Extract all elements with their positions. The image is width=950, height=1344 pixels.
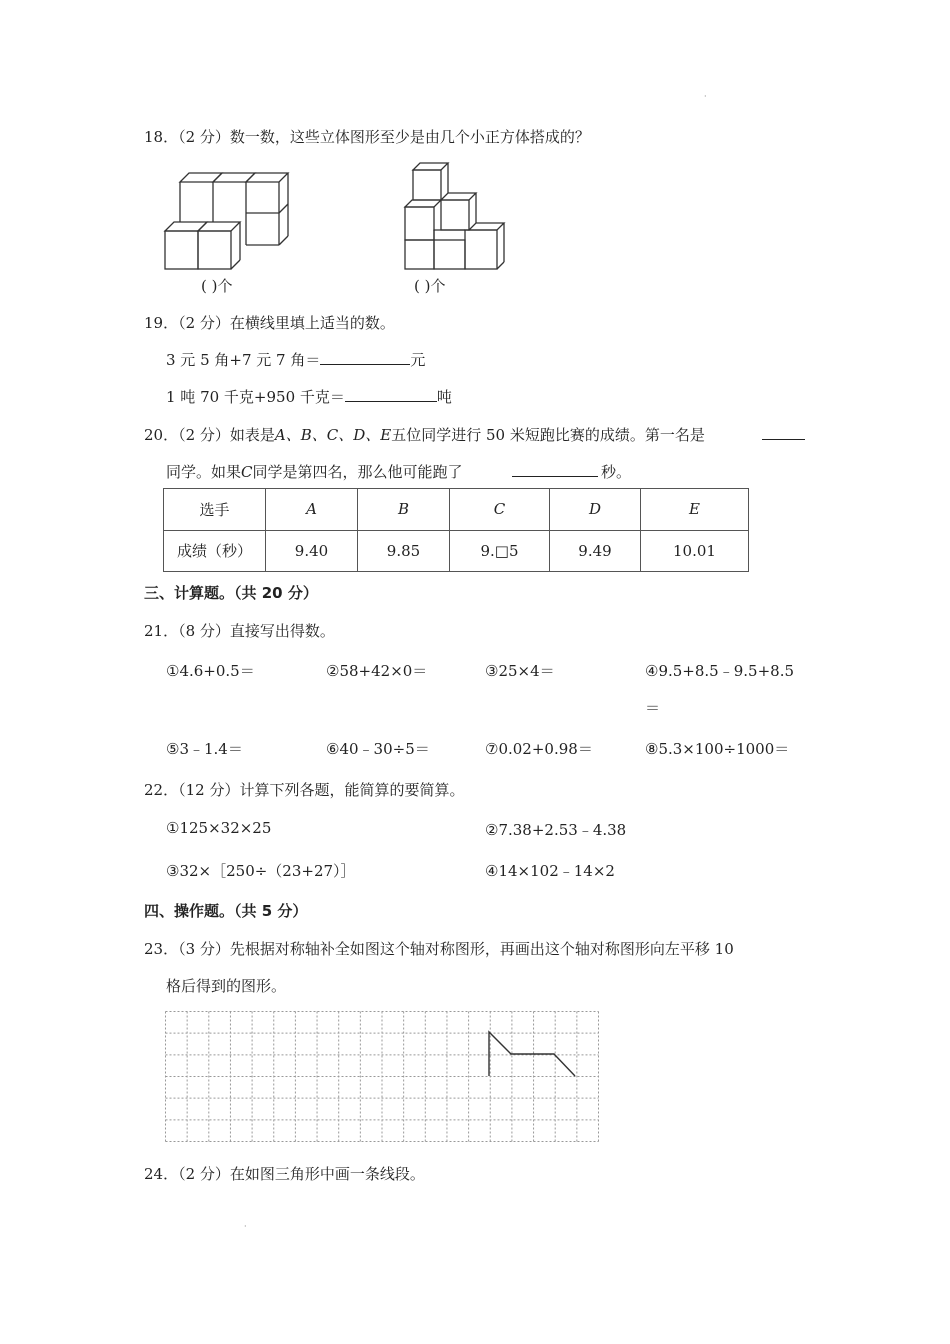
- q19-line1: [166, 349, 425, 370]
- q21-item-2: ②58+42×0＝: [326, 662, 428, 680]
- q22-item-4: ④14×102﹣14×2: [485, 862, 615, 880]
- q22-item-3: ③32×［250÷（23+27）］: [166, 862, 356, 880]
- bottom-dot: ·: [244, 1222, 247, 1231]
- table-header-label: 选手: [164, 489, 266, 531]
- q20-text-part2: 五位同学进行 50 米短跑比赛的成绩。第一名是: [391, 426, 705, 444]
- table-row-label: 成绩（秒）: [164, 530, 266, 572]
- q21-item-5: ⑤3﹣1.4＝: [166, 740, 243, 758]
- q19-blank1[interactable]: [320, 350, 410, 365]
- table-player: D: [550, 489, 641, 531]
- section3-title: 三、计算题。（共 20 分）: [144, 584, 318, 602]
- table-time: 9.85: [358, 530, 450, 572]
- q20-line2-part2: 同学是第四名，那么他可能跑了: [252, 463, 463, 481]
- cube-figure-left: [160, 168, 300, 273]
- q20-line2: [166, 461, 463, 482]
- q19-line2-expr: 1 吨 70 千克+950 千克＝: [166, 388, 345, 406]
- q23-line2: 格后得到的图形。: [166, 977, 287, 995]
- q20-line2-letter: C: [241, 463, 253, 481]
- score-table: [163, 488, 749, 572]
- q21-item-4: ④9.5+8.5﹣9.5+8.5: [645, 662, 795, 680]
- q20-line1: [144, 424, 705, 445]
- q21-item-3: ③25×4＝: [485, 662, 555, 680]
- q19-line2-unit: 吨: [436, 388, 452, 406]
- table-player: B: [358, 489, 450, 531]
- symmetric-shape-half: [489, 1032, 575, 1076]
- q20-blank-first[interactable]: [762, 425, 805, 440]
- table-time: 9.49: [550, 530, 641, 572]
- grid-paper: [165, 1011, 599, 1142]
- q21-text: 21．（8 分）直接写出得数。: [144, 622, 335, 640]
- table-time: 9.40: [266, 530, 358, 572]
- table-player: A: [266, 489, 358, 531]
- q19-line1-unit: 元: [410, 351, 426, 369]
- table-time: 9.□5: [450, 530, 550, 572]
- table-time: 10.01: [641, 530, 749, 572]
- cube-figure-right: [398, 158, 508, 273]
- q20-line2-part1: 同学。如果: [166, 463, 242, 481]
- q18-answer-right[interactable]: ( )个: [414, 277, 446, 295]
- q19-line2: [166, 386, 452, 407]
- q18-answer-left[interactable]: ( )个: [201, 277, 233, 295]
- section4-title: 四、操作题。（共 5 分）: [144, 902, 308, 920]
- q20-text-part1: 20．（2 分）如表是: [144, 426, 275, 444]
- q18-text: 18．（2 分）数一数，这些立体图形至少是由几个小正方体搭成的？: [144, 128, 590, 146]
- q22-item-2: ②7.38+2.53﹣4.38: [485, 821, 627, 839]
- table-player: E: [641, 489, 749, 531]
- q20-letters: A、B、C、D、E: [274, 426, 392, 444]
- q21-item-1: ①4.6+0.5＝: [166, 662, 255, 680]
- q21-item-6: ⑥40﹣30÷5＝: [326, 740, 430, 758]
- q21-item-8: ⑧5.3×100÷1000＝: [645, 740, 790, 758]
- q24-text: 24．（2 分）在如图三角形中画一条线段。: [144, 1165, 425, 1183]
- table-player: C: [450, 489, 550, 531]
- q22-item-1: ①125×32×25: [166, 819, 272, 837]
- q19-text: 19．（2 分）在横线里填上适当的数。: [144, 314, 395, 332]
- q21-item-4-equals: ＝: [645, 699, 661, 717]
- q19-blank2[interactable]: [345, 387, 437, 402]
- top-dot: ·: [704, 92, 707, 101]
- table-row: [164, 530, 749, 572]
- q20-line2-end: 秒。: [601, 463, 632, 481]
- q22-text: 22．（12 分）计算下列各题，能简算的要简算。: [144, 781, 465, 799]
- q23-line1: 23．（3 分）先根据对称轴补全如图这个轴对称图形，再画出这个轴对称图形向左平移 10: [144, 940, 734, 958]
- q21-item-7: ⑦0.02+0.98＝: [485, 740, 593, 758]
- q19-line1-expr: 3 元 5 角+7 元 7 角＝: [166, 351, 321, 369]
- table-row: [164, 489, 749, 531]
- q20-blank-time[interactable]: [512, 462, 598, 477]
